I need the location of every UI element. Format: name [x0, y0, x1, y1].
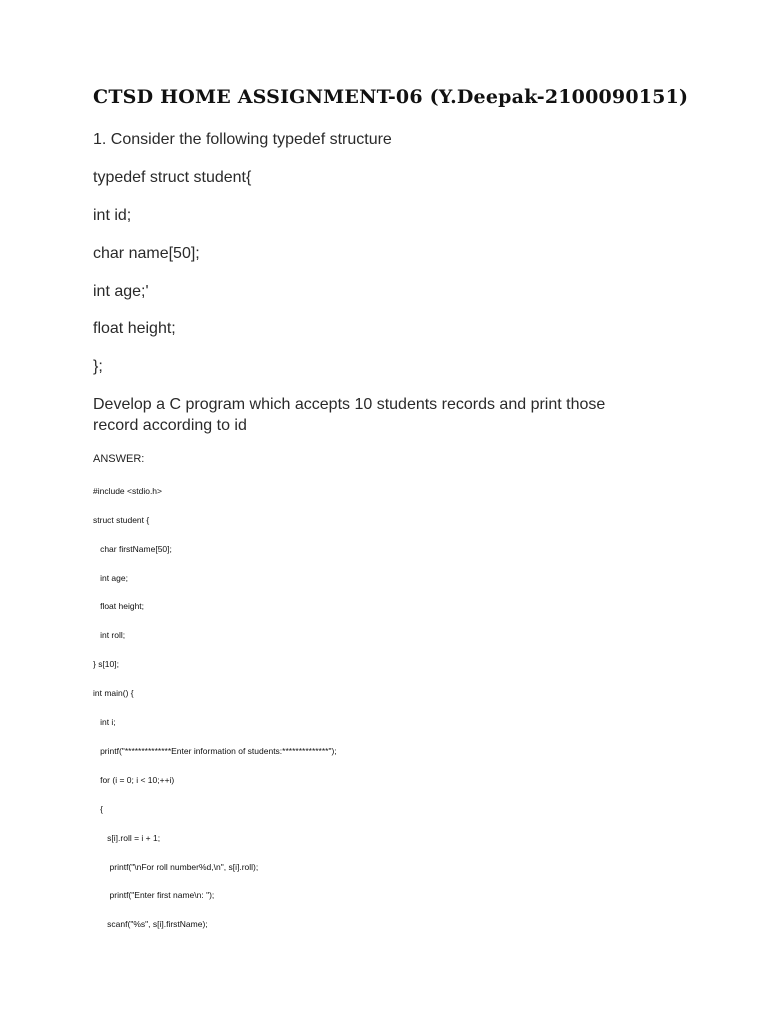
question-line-4: char name[50];	[93, 245, 200, 262]
question-line-3: int id;	[93, 207, 132, 224]
code-line-6: int roll;	[93, 630, 126, 640]
code-line-2: struct student {	[93, 515, 150, 525]
code-line-5: float height;	[93, 601, 145, 611]
code-line-9: int i;	[93, 717, 116, 727]
code-line-16: scanf("%s", s[i].firstName);	[93, 919, 208, 929]
code-line-12: {	[93, 804, 103, 814]
code-line-8: int main() {	[93, 688, 134, 698]
document-title: CTSD HOME ASSIGNMENT-06 (Y.Deepak-2100090151)	[93, 86, 689, 108]
code-line-7: } s[10];	[93, 659, 119, 669]
code-line-11: for (i = 0; i < 10;++i)	[93, 775, 175, 785]
code-line-10: printf("**************Enter information of students:**************");	[93, 746, 337, 756]
question-line-5: int age;'	[93, 283, 149, 300]
question-line-1: 1. Consider the following typedef structure	[93, 131, 392, 148]
question-prompt: Develop a C program which accepts 10 students records and print those record according to id	[93, 396, 606, 434]
answer-label: ANSWER:	[93, 453, 145, 465]
question-line-7: };	[93, 358, 103, 375]
question-line-2: typedef struct student{	[93, 169, 252, 186]
code-line-4: int age;	[93, 573, 128, 583]
code-line-3: char firstName[50];	[93, 544, 172, 554]
code-line-14: printf("\nFor roll number%d,\n", s[i].roll);	[93, 862, 259, 872]
question-line-6: float height;	[93, 320, 176, 337]
code-line-15: printf("Enter first name\n: ");	[93, 890, 215, 900]
code-line-13: s[i].roll = i + 1;	[93, 833, 161, 843]
code-line-1: #include <stdio.h>	[93, 486, 162, 496]
